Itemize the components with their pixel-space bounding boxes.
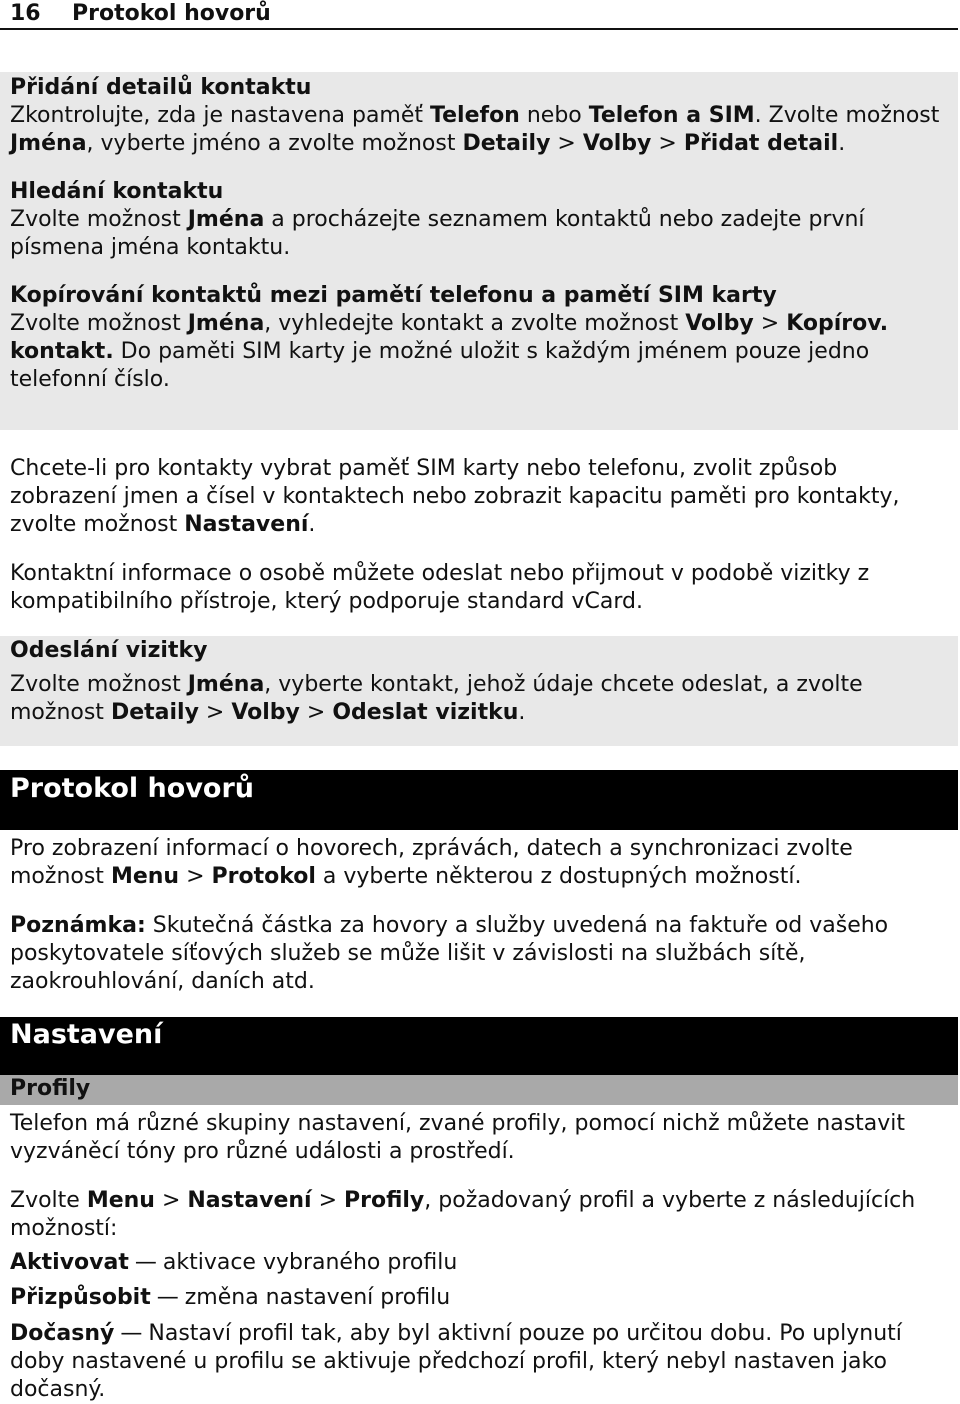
tip-add-details (10, 74, 948, 158)
note-paragraph: Poznámka: Skutečná částka za hovory a služby uvedená na faktuře od vašeho poskytovatele síťových služeb se může lišit v závislosti na službách sítě, zaokrouhlování, daních atd. (10, 913, 889, 994)
profiles-intro: Telefon má různé skupiny nastavení, zvané profily, pomocí nichž můžete nastavit vyzváněcí tóny pro různé události a prostředí. (10, 1111, 906, 1164)
section-title-call-log: Protokol hovorů (0, 770, 958, 830)
call-log-paragraph: Pro zobrazení informací o hovorech, zprávách, datech a synchronizaci zvolte možnost Menu > Protokol a vyberte některou z dostupných možností. (10, 836, 853, 889)
running-header (0, 0, 958, 30)
note-label: Poznámka: (10, 913, 146, 938)
send-card-box (0, 636, 958, 746)
tip-heading: Přidání detailů kontaktu (10, 75, 312, 100)
page-number: 16 (10, 1, 41, 26)
vcard-paragraph: Kontaktní informace o osobě můžete odeslat nebo přijmout v podobě vizitky z kompatibilního přístroje, který podporuje standard vCard. (10, 561, 870, 614)
tip-copy-contacts (10, 282, 948, 394)
tip-text: Zvolte možnost Jména a procházejte seznamem kontaktů nebo zadejte první písmena jména kontaktu. (10, 207, 865, 260)
option-timed: Dočasný — Nastaví profil tak, aby byl aktivní pouze po určitou dobu. Po uplynutí doby nastavené u profilu se aktivuje předchozí profil, který nebyl nastaven jako dočasný. (10, 1321, 902, 1402)
tip-find-contact (10, 178, 948, 262)
profiles-select: Zvolte Menu > Nastavení > Profily, požadovaný profil a vyberte z následujících možností: (10, 1188, 916, 1241)
contacts-memory-paragraph: Chcete-li pro kontakty vybrat paměť SIM karty nebo telefonu, zvolit způsob zobrazení jmen a čísel v kontaktech nebo zobrazit kapacitu paměti pro kontakty, zvolte možnost Nastavení. (10, 456, 900, 537)
subsection-title-profiles: Profily (0, 1075, 958, 1105)
tip-heading: Kopírování kontaktů mezi pamětí telefonu a pamětí SIM karty (10, 283, 777, 308)
running-title: Protokol hovorů (72, 1, 271, 26)
option-activate: Aktivovat — aktivace vybraného profilu (10, 1250, 458, 1275)
option-customize: Přizpůsobit — změna nastavení profilu (10, 1285, 451, 1310)
tip-heading: Hledání kontaktu (10, 179, 224, 204)
section-title-settings: Nastavení (0, 1017, 958, 1077)
tip-heading: Odeslání vizitky (10, 638, 208, 663)
tips-box (0, 72, 958, 430)
tip-text: Zvolte možnost Jména, vyhledejte kontakt a zvolte možnost Volby > Kopírov. kontakt. Do paměti SIM karty je možné uložit s každým jménem pouze jedno telefonní číslo. (10, 311, 889, 392)
tip-text: Zkontrolujte, zda je nastavena paměť Telefon nebo Telefon a SIM. Zvolte možnost Jména, vyberte jméno a zvolte možnost Detaily > Volby > Přidat detail. (10, 103, 940, 156)
tip-text: Zvolte možnost Jména, vyberte kontakt, jehož údaje chcete odeslat, a zvolte možnost Detaily > Volby > Odeslat vizitku. (10, 672, 863, 725)
